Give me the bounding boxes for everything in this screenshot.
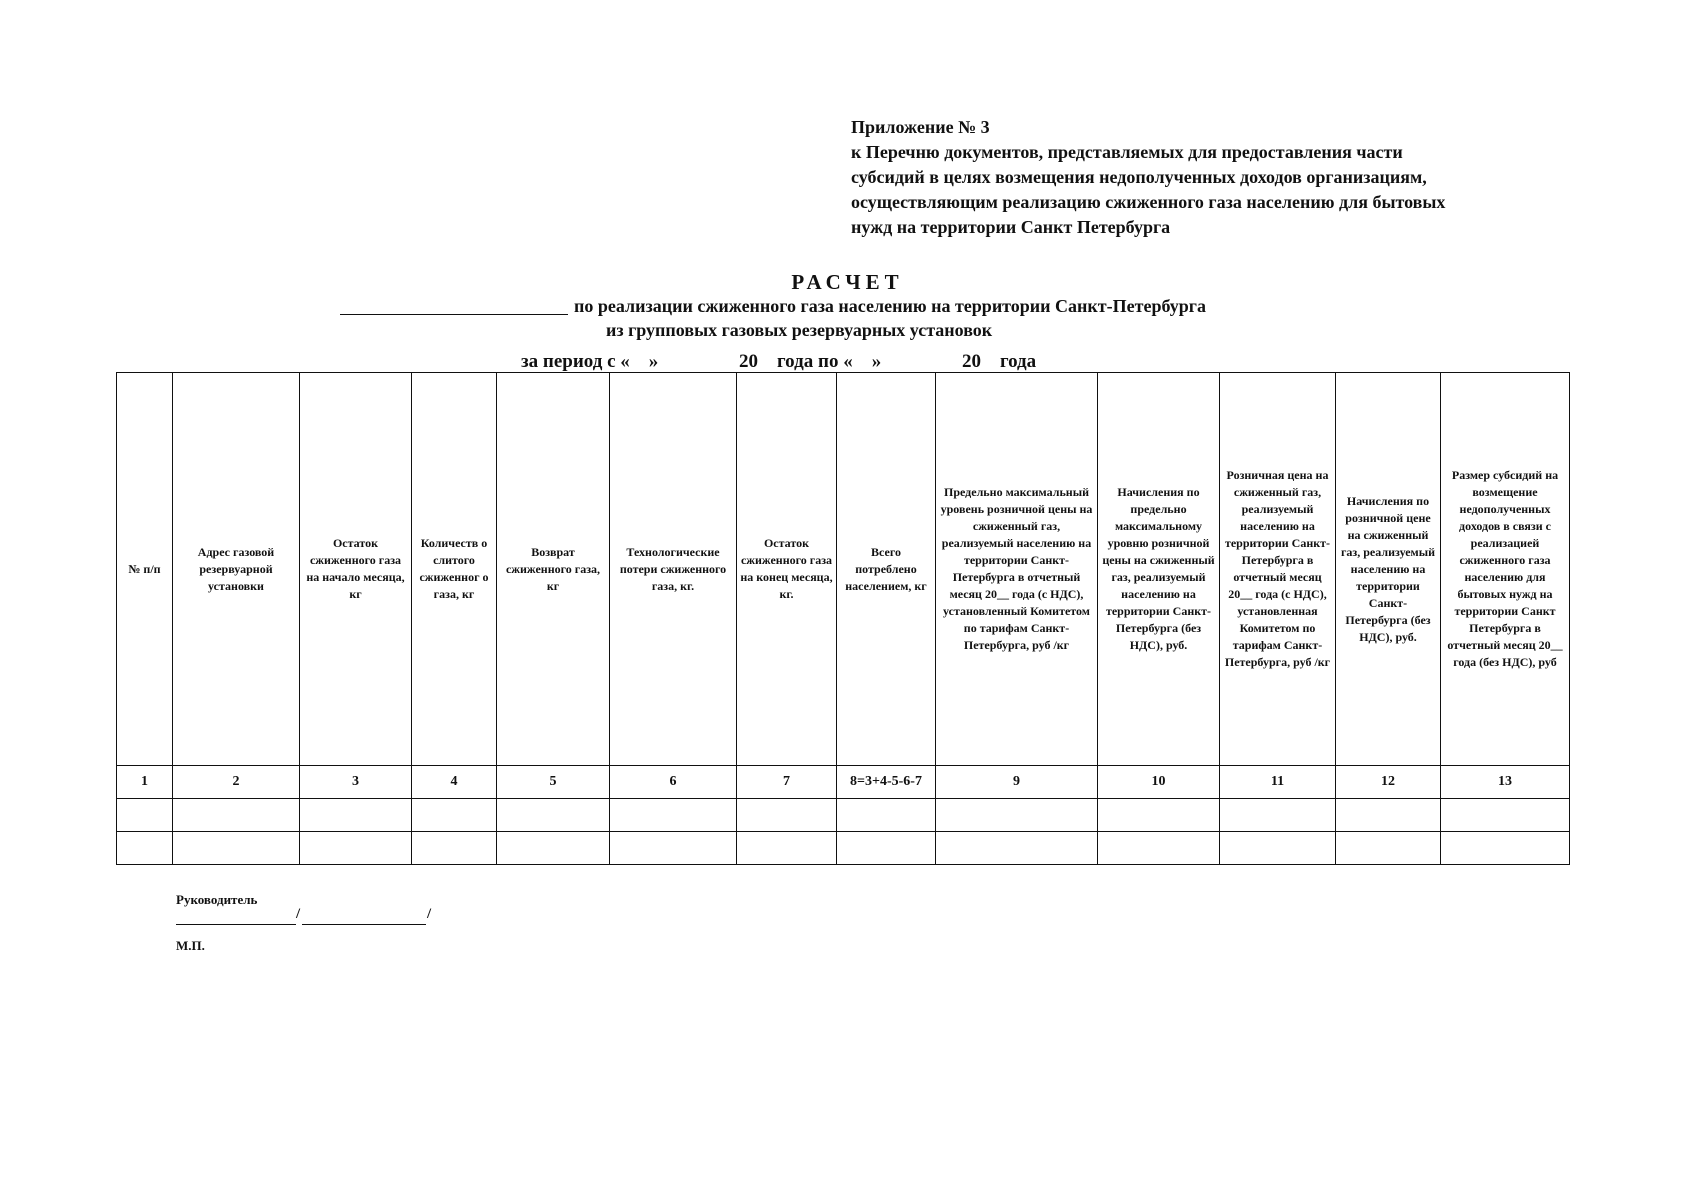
column-number: 8=3+4-5-6-7 [837,766,936,799]
table-cell[interactable] [1220,832,1336,865]
table-header-row [117,373,1570,766]
signature-separator: / [296,906,301,922]
calculation-table [116,372,1570,865]
table-cell[interactable] [497,832,610,865]
name-line[interactable] [302,924,426,925]
table-cell[interactable] [412,832,497,865]
table-cell[interactable] [300,832,412,865]
table-cell[interactable] [837,799,936,832]
table-cell[interactable] [837,832,936,865]
column-header: Возврат сжиженного газа, кг [497,373,610,766]
column-header: Розничная цена на сжиженный газ, реализуемый населению на территории Санкт-Петербурга в отчетный месяц 20__ года (с НДС), установленная Комитетом по тарифам Санкт-Петербурга, руб /кг [1220,373,1336,766]
column-number: 1 [117,766,173,799]
table-cell[interactable] [300,799,412,832]
column-header: Всего потреблено населением, кг [837,373,936,766]
column-number: 4 [412,766,497,799]
document-title: РАСЧЕТ [791,270,904,294]
table-cell[interactable] [1441,832,1570,865]
table-cell[interactable] [1220,799,1336,832]
column-header: Размер субсидий на возмещение недополученных доходов в связи с реализацией сжиженного газа населению для бытовых нужд на территории Санкт Петербурга в отчетный месяц 20__ года (без НДС), руб [1441,373,1570,766]
organization-blank-line [340,314,568,315]
signature-line[interactable] [176,924,296,925]
table-cell[interactable] [173,799,300,832]
table-cell[interactable] [936,799,1098,832]
table-cell[interactable] [737,799,837,832]
subtitle-line-2: из групповых газовых резервуарных установок [606,320,993,340]
signature-separator: / [427,906,432,922]
column-number: 10 [1098,766,1220,799]
column-number: 9 [936,766,1098,799]
table-cell[interactable] [610,832,737,865]
column-number: 3 [300,766,412,799]
appendix-line: Приложение № 3 [851,117,990,137]
appendix-line: осуществляющим реализацию сжиженного газа населению для бытовых [851,192,1446,212]
stamp-label: М.П. [176,938,205,953]
column-number: 7 [737,766,837,799]
column-header: Остаток сжиженного газа на конец месяца, кг. [737,373,837,766]
table-row [117,832,1570,865]
column-header: Адрес газовой резервуарной установки [173,373,300,766]
table-row [117,799,1570,832]
table-cell[interactable] [1098,799,1220,832]
column-header: № п/п [117,373,173,766]
appendix-line: субсидий в целях возмещения недополученных доходов организациям, [851,167,1427,187]
table-cell[interactable] [117,832,173,865]
column-number: 2 [173,766,300,799]
table-cell[interactable] [1441,799,1570,832]
column-number: 6 [610,766,737,799]
column-header: Начисления по предельно максимальному уровню розничной цены на сжиженный газ, реализуемый населению на территории Санкт-Петербурга (без НДС), руб. [1098,373,1220,766]
column-number: 13 [1441,766,1570,799]
table-cell[interactable] [1098,832,1220,865]
column-number-row [117,766,1570,799]
column-header: Начисления по розничной цене на сжиженный газ, реализуемый населению на территории Санкт-Петербурга (без НДС), руб. [1336,373,1441,766]
appendix-line: к Перечню документов, представляемых для предоставления части [851,142,1403,162]
column-number: 12 [1336,766,1441,799]
table-cell[interactable] [936,832,1098,865]
column-number: 11 [1220,766,1336,799]
table-cell[interactable] [412,799,497,832]
table-cell[interactable] [173,832,300,865]
appendix-block [851,115,1611,240]
subtitle-text-1: по реализации сжиженного газа населению на территории Санкт-Петербурга [574,296,1206,316]
column-header: Остаток сжиженного газа на начало месяца, кг [300,373,412,766]
column-header: Количеств о слитого сжиженног о газа, кг [412,373,497,766]
appendix-line: нужд на территории Санкт Петербурга [851,217,1171,237]
table-cell[interactable] [1336,832,1441,865]
table-cell[interactable] [117,799,173,832]
column-number: 5 [497,766,610,799]
period-line: за период с « » 20 года по « » 20 года [521,351,1037,372]
signatory-role-label: Руководитель [176,892,258,907]
column-header: Технологические потери сжиженного газа, кг. [610,373,737,766]
table-cell[interactable] [610,799,737,832]
column-header: Предельно максимальный уровень розничной цены на сжиженный газ, реализуемый населению на территории Санкт-Петербурга в отчетный месяц 20__ года (с НДС), установленный Комитетом по тарифам Санкт-Петербурга, руб /кг [936,373,1098,766]
table-cell[interactable] [1336,799,1441,832]
table-cell[interactable] [737,832,837,865]
table-cell[interactable] [497,799,610,832]
subtitle-line-1 [340,296,1440,317]
